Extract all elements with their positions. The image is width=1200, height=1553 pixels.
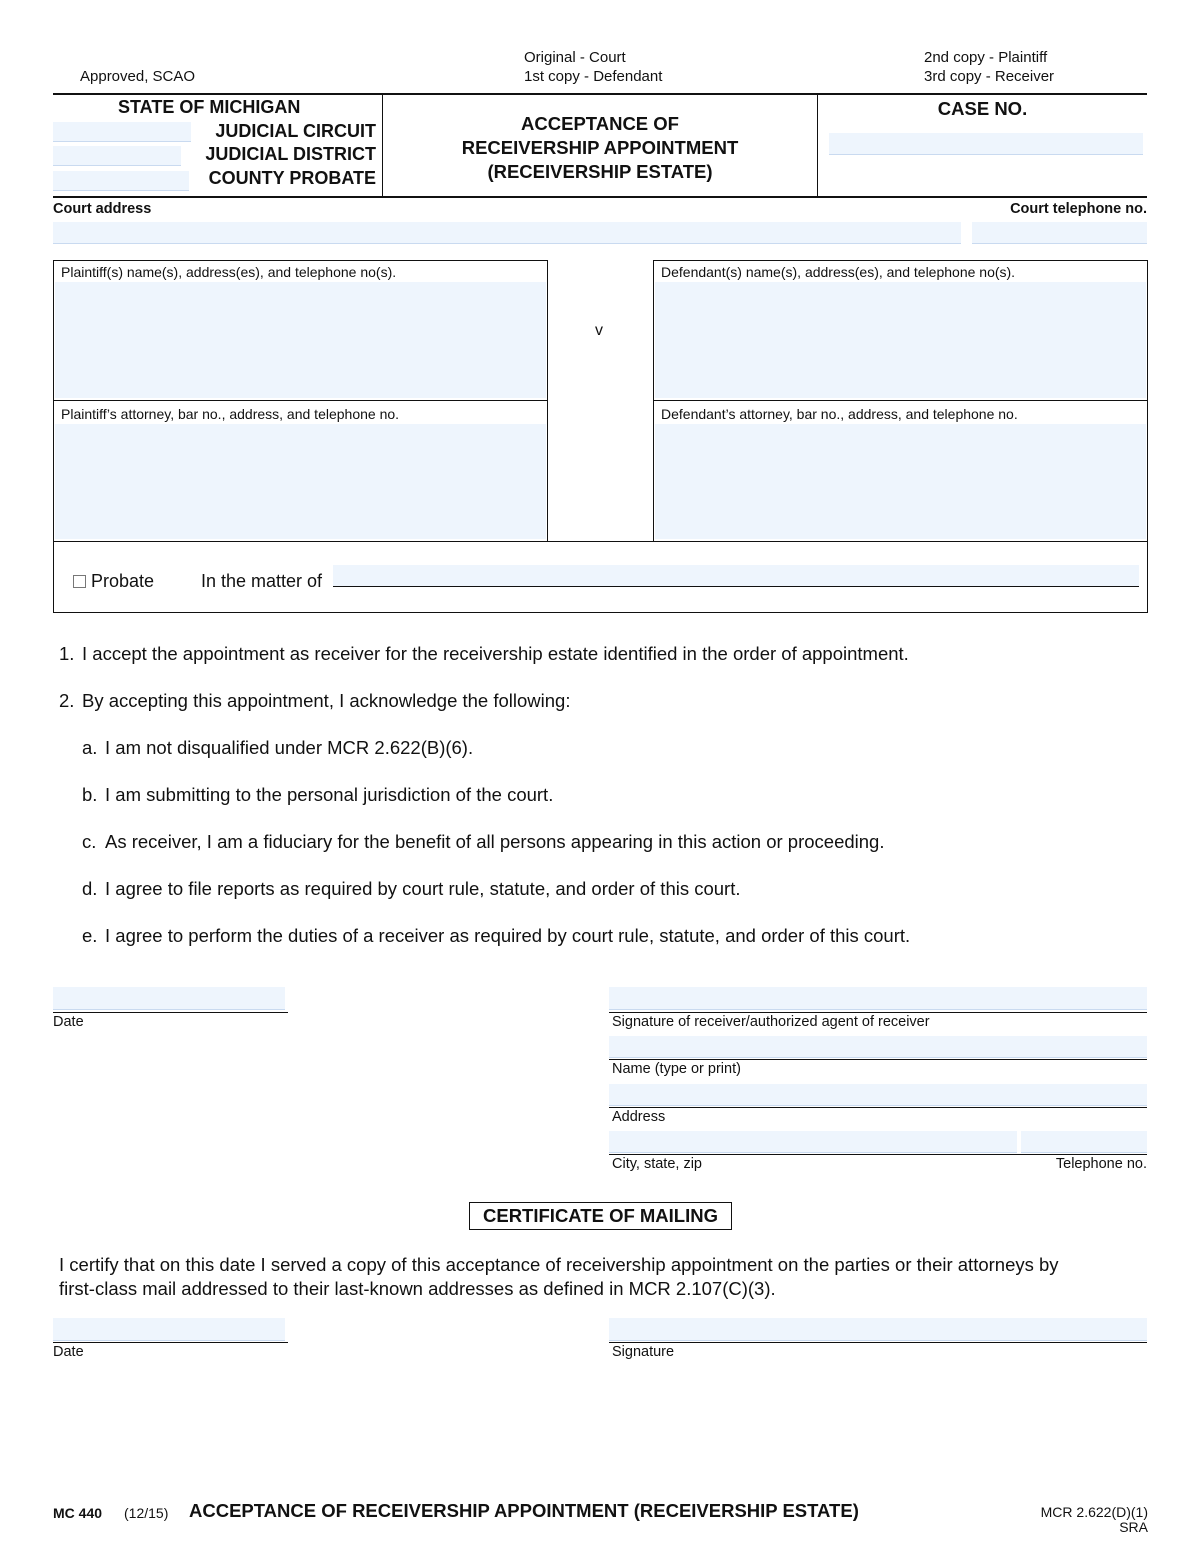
- item-2a-text: I am not disqualified under MCR 2.622(B)(6).: [105, 737, 474, 758]
- parties-bottom-rule: [53, 541, 1148, 542]
- item-2d-text: I agree to file reports as required by court rule, statute, and order of this court.: [105, 878, 741, 899]
- certificate-text-line2: first-class mail addressed to their last-known addresses as defined in MCR 2.107(C)(3).: [59, 1278, 776, 1299]
- item-2d-letter: d.: [82, 878, 98, 899]
- copy-second: 2nd copy - Plaintiff: [924, 49, 1048, 66]
- receiver-telephone-field[interactable]: [1021, 1131, 1147, 1153]
- address-field[interactable]: [609, 1084, 1147, 1106]
- versus-label: v: [595, 322, 603, 339]
- court-telephone-label: Court telephone no.: [1010, 201, 1147, 217]
- certificate-heading: CERTIFICATE OF MAILING: [469, 1202, 732, 1230]
- footer-rule-citation: MCR 2.622(D)(1): [1040, 1504, 1148, 1520]
- defendant-label: Defendant(s) name(s), address(es), and telephone no(s).: [661, 264, 1016, 280]
- copy-third: 3rd copy - Receiver: [924, 68, 1055, 85]
- case-no-field[interactable]: [829, 133, 1143, 155]
- item-2-number: 2.: [59, 690, 75, 711]
- header-top-rule: [53, 93, 1147, 95]
- judicial-district-label: JUDICIAL DISTRICT: [205, 144, 376, 164]
- probate-label: Probate: [91, 571, 155, 591]
- item-2a-letter: a.: [82, 737, 98, 758]
- copy-first: 1st copy - Defendant: [524, 68, 663, 85]
- item-2e-letter: e.: [82, 925, 98, 946]
- court-address-field[interactable]: [53, 222, 961, 244]
- plaintiff-right-rule: [547, 260, 548, 542]
- judicial-circuit-label: JUDICIAL CIRCUIT: [215, 121, 376, 141]
- district-field[interactable]: [53, 146, 181, 166]
- plaintiff-attorney-field[interactable]: [55, 424, 546, 539]
- certificate-text-line1: I certify that on this date I served a copy of this acceptance of receivership appointment on the parties or their attorneys by: [59, 1254, 1059, 1275]
- plaintiff-label: Plaintiff(s) name(s), address(es), and telephone no(s).: [61, 264, 397, 280]
- address-label: Address: [612, 1109, 666, 1125]
- form-revision: (12/15): [124, 1505, 169, 1521]
- defendant-mid-rule: [653, 400, 1148, 401]
- item-2e-text: I agree to perform the duties of a receiver as required by court rule, statute, and order of this court.: [105, 925, 911, 946]
- defendant-left-rule: [653, 260, 654, 542]
- versus-gap: [548, 259, 653, 261]
- date-label: Date: [53, 1014, 84, 1030]
- defendant-attorney-field[interactable]: [655, 424, 1146, 539]
- form-number: MC 440: [53, 1505, 103, 1521]
- form-title-line3: (RECEIVERSHIP ESTATE): [487, 161, 713, 182]
- county-probate-label: COUNTY PROBATE: [208, 168, 376, 188]
- state-of-michigan: STATE OF MICHIGAN: [118, 97, 301, 117]
- header-bottom-rule: [53, 196, 1147, 198]
- probate-county-field[interactable]: [53, 171, 189, 191]
- in-matter-of-label: In the matter of: [201, 571, 323, 591]
- name-rule: [609, 1059, 1147, 1060]
- court-address-label: Court address: [53, 201, 152, 217]
- footer-title: ACCEPTANCE OF RECEIVERSHIP APPOINTMENT (RECEIVERSHIP ESTATE): [189, 1500, 859, 1521]
- mailing-date-rule: [53, 1342, 288, 1343]
- plaintiff-mid-rule: [53, 400, 548, 401]
- item-2-text: By accepting this appointment, I acknowledge the following:: [82, 690, 571, 711]
- receiver-signature-field[interactable]: [609, 987, 1147, 1010]
- item-1-text: I accept the appointment as receiver for the receivership estate identified in the order of appointment.: [82, 643, 909, 664]
- name-field[interactable]: [609, 1036, 1147, 1058]
- form-title-line1: ACCEPTANCE OF: [521, 113, 679, 134]
- mailing-date-label: Date: [53, 1344, 84, 1360]
- item-2b-text: I am submitting to the personal jurisdiction of the court.: [105, 784, 554, 805]
- city-state-zip-label: City, state, zip: [612, 1156, 702, 1172]
- item-1-number: 1.: [59, 643, 75, 664]
- item-2b-letter: b.: [82, 784, 98, 805]
- receiver-signature-label: Signature of receiver/authorized agent of receiver: [612, 1014, 930, 1030]
- receiver-signature-rule: [609, 1012, 1147, 1013]
- mailing-signature-label: Signature: [612, 1344, 675, 1360]
- case-no-label: CASE NO.: [937, 98, 1028, 119]
- copy-original: Original - Court: [524, 49, 626, 66]
- mailing-signature-rule: [609, 1342, 1147, 1343]
- matter-field[interactable]: [333, 565, 1139, 587]
- name-label: Name (type or print): [612, 1061, 741, 1077]
- plaintiff-attorney-label: Plaintiff’s attorney, bar no., address, and telephone no.: [61, 406, 400, 422]
- circuit-field[interactable]: [53, 122, 191, 142]
- item-2c-text: As receiver, I am a fiduciary for the benefit of all persons appearing in this action or proceeding.: [105, 831, 885, 852]
- defendant-field[interactable]: [655, 282, 1146, 398]
- probate-checkbox[interactable]: [73, 575, 86, 588]
- footer-code: SRA: [1119, 1519, 1148, 1535]
- mailing-signature-field[interactable]: [609, 1318, 1147, 1341]
- form-title-line2: RECEIVERSHIP APPOINTMENT: [461, 137, 739, 158]
- plaintiff-field[interactable]: [55, 282, 546, 398]
- receiver-telephone-label: Telephone no.: [1055, 1156, 1147, 1172]
- approved-scao: Approved, SCAO: [80, 68, 196, 85]
- mailing-date-field[interactable]: [53, 1318, 285, 1341]
- city-rule: [609, 1154, 1147, 1155]
- city-state-zip-field[interactable]: [609, 1131, 1017, 1153]
- date-rule: [53, 1012, 288, 1013]
- date-field[interactable]: [53, 987, 285, 1010]
- court-telephone-field[interactable]: [972, 222, 1147, 244]
- item-2c-letter: c.: [82, 831, 97, 852]
- address-rule: [609, 1107, 1147, 1108]
- defendant-attorney-label: Defendant’s attorney, bar no., address, and telephone no.: [661, 406, 1018, 422]
